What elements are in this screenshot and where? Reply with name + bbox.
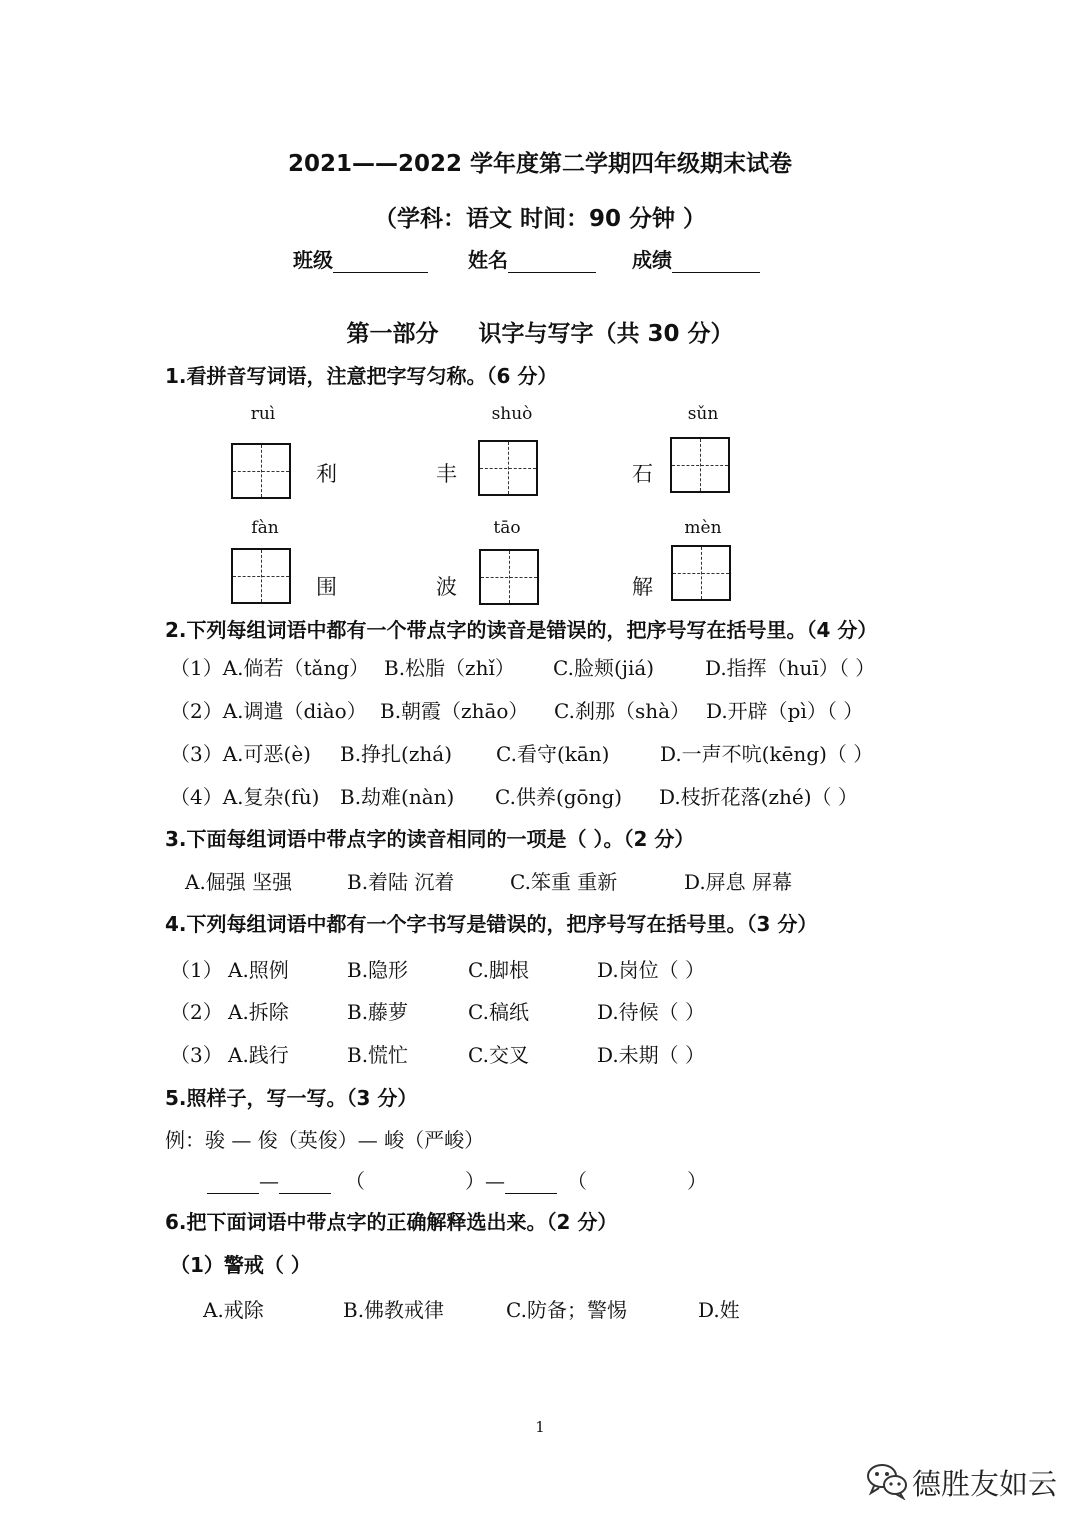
q2-r3-d[interactable]: D.一声不吭(kēng)（ ） [660, 742, 874, 766]
char-4: 围 [316, 575, 337, 599]
q5-dash-2: — [485, 1169, 505, 1193]
q4-r1-d[interactable]: D.岗位（ ） [597, 958, 706, 982]
q3-option-a: A.倔强 坚强 [185, 870, 293, 894]
q1-title: 1.看拼音写词语，注意把字写匀称。（6 分） [165, 364, 558, 388]
q2-r4-a: （4）A.复杂(fù) [170, 785, 320, 809]
name-field [468, 244, 596, 273]
q2-r1-b: B.松脂（zhǐ） [384, 656, 515, 680]
q4-r1-b: B.隐形 [347, 958, 409, 982]
q2-r1-d[interactable]: D.指挥（huī）（ ） [705, 656, 876, 680]
watermark-text: 德胜友如云 [912, 1467, 1058, 1501]
q4-r2-a: A.拆除 [228, 1000, 289, 1024]
char-1: 利 [316, 462, 337, 486]
q4-r1-num: （1） [170, 958, 223, 982]
score-blank[interactable] [672, 252, 760, 273]
pinyin-3: sǔn [687, 404, 719, 424]
q6-option-d: D.姓 [698, 1298, 740, 1322]
q2-r3-c: C.看守(kān) [496, 742, 610, 766]
q4-r2-c: C.稿纸 [468, 1000, 529, 1024]
q2-r2-c: C.刹那（shà） [554, 699, 691, 723]
q5-dash-1: — [259, 1169, 279, 1193]
writing-box-2[interactable] [478, 440, 538, 496]
q4-title: 4.下列每组词语中都有一个字书写是错误的，把序号写在括号里。（3 分） [165, 912, 818, 936]
section-title: 第一部分 识字与写字（共 30 分） [346, 321, 734, 347]
writing-box-1[interactable] [231, 443, 291, 499]
q6-option-c: C.防备；警惕 [506, 1298, 627, 1322]
name-label: 姓名 [468, 248, 508, 272]
q5-paren-close-1: ） [465, 1169, 485, 1193]
q2-r2-d[interactable]: D.开辟（pì）（ ） [706, 699, 864, 723]
q2-r2-b: B.朝霞（zhāo） [380, 699, 529, 723]
q5-paren-open-2: （ [567, 1169, 587, 1193]
q5-paren-open-1: （ [345, 1169, 365, 1193]
q5-example: 例：骏 — 俊（英俊）— 峻（严峻） [165, 1128, 485, 1152]
class-label: 班级 [293, 248, 333, 272]
q4-r3-a: A.践行 [228, 1043, 289, 1067]
q2-r4-b: B.劫难(nàn) [340, 785, 455, 809]
q2-r3-b: B.挣扎(zhá) [340, 742, 453, 766]
q5-blank-2[interactable] [279, 1173, 331, 1194]
q2-r1-a: （1）A.倘若（tǎng） [170, 656, 370, 680]
q3-title[interactable]: 3.下面每组词语中带点字的读音相同的一项是（ ）。（2 分） [165, 827, 695, 851]
class-blank[interactable] [333, 252, 428, 273]
q6-option-a: A.戒除 [203, 1298, 264, 1322]
q2-r3-a: （3）A.可恶(è) [170, 742, 311, 766]
q2-r1-c: C.脸颊(jiá) [553, 656, 655, 680]
writing-box-3[interactable] [670, 437, 730, 493]
pinyin-1: ruì [250, 404, 276, 424]
writing-box-4[interactable] [231, 548, 291, 604]
q6-sub1[interactable]: （1）警戒（ ） [170, 1253, 311, 1277]
q4-r2-b: B.藤萝 [347, 1000, 409, 1024]
q2-r4-d[interactable]: D.枝折花落(zhé)（ ） [659, 785, 858, 809]
q4-r3-num: （3） [170, 1043, 223, 1067]
q3-option-d: D.屏息 屏幕 [684, 870, 793, 894]
score-field [632, 244, 760, 273]
score-label: 成绩 [632, 248, 672, 272]
char-3: 石 [632, 462, 653, 486]
exam-title: 2021——2022 学年度第二学期四年级期末试卷 [287, 151, 793, 177]
wechat-icon [865, 1460, 909, 1500]
exam-subtitle: （学科：语文 时间：90 分钟 ） [373, 206, 707, 232]
char-5: 波 [436, 575, 457, 599]
q4-r3-d[interactable]: D.未期（ ） [597, 1043, 706, 1067]
writing-box-6[interactable] [671, 545, 731, 601]
name-blank[interactable] [508, 252, 596, 273]
char-6: 解 [632, 575, 653, 599]
q3-option-c: C.笨重 重新 [510, 870, 618, 894]
char-2: 丰 [436, 462, 457, 486]
q4-r1-a: A.照例 [228, 958, 289, 982]
class-field [293, 244, 428, 273]
q2-r2-a: （2）A.调遣（diào） [170, 699, 367, 723]
q6-title: 6.把下面词语中带点字的正确解释选出来。（2 分） [165, 1210, 618, 1234]
q4-r3-b: B.慌忙 [347, 1043, 409, 1067]
q5-answer-row [207, 1165, 707, 1194]
q2-title: 2.下列每组词语中都有一个带点字的读音是错误的，把序号写在括号里。（4 分） [165, 618, 878, 642]
q4-r2-num: （2） [170, 1000, 223, 1024]
q5-blank-1[interactable] [207, 1173, 259, 1194]
pinyin-2: shuò [491, 404, 533, 424]
q5-paren-close-2: ） [687, 1169, 707, 1193]
pinyin-5: tāo [493, 518, 521, 538]
q4-r2-d[interactable]: D.待候（ ） [597, 1000, 706, 1024]
q4-r1-c: C.脚根 [468, 958, 529, 982]
q5-blank-3[interactable] [505, 1173, 557, 1194]
q5-title: 5.照样子，写一写。（3 分） [165, 1086, 418, 1110]
q4-r3-c: C.交叉 [468, 1043, 529, 1067]
pinyin-6: mèn [684, 518, 722, 538]
q3-option-b: B.着陆 沉着 [347, 870, 455, 894]
q6-option-b: B.佛教戒律 [343, 1298, 445, 1322]
pinyin-4: fàn [251, 518, 279, 538]
page-number: 1 [535, 1418, 545, 1436]
q2-r4-c: C.供养(gōng) [495, 785, 623, 809]
writing-box-5[interactable] [479, 549, 539, 605]
